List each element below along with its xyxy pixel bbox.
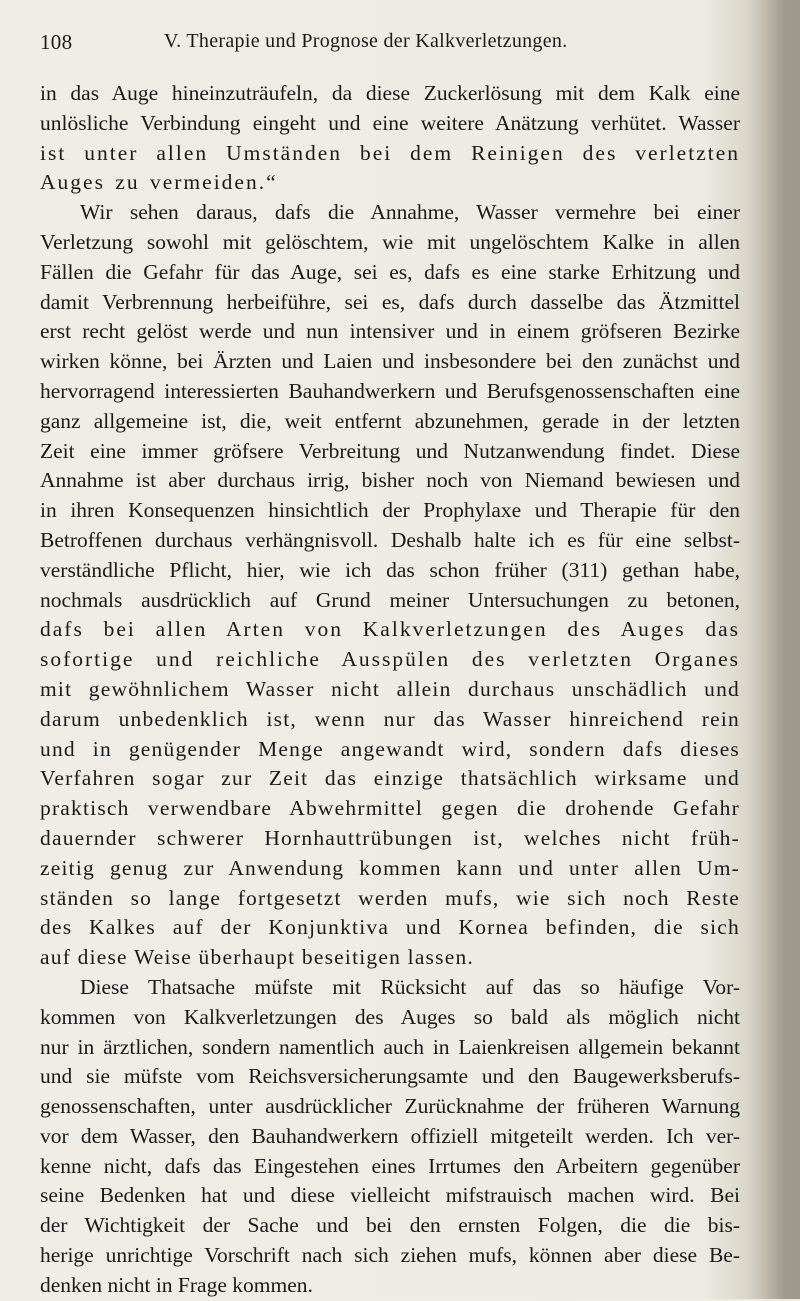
text-line: verständliche Pflicht, hier, wie ich das schon früher (311) gethan habe, <box>40 557 740 582</box>
text-line: ist unter allen Umständen bei dem Reinigen des verletzten <box>40 140 740 165</box>
text-line: denken nicht in Frage kommen. <box>40 1272 313 1297</box>
text-line: zeitig genug zur Anwendung kommen kann und unter allen Um- <box>40 855 740 880</box>
text-line: in das Auge hineinzuträufeln, da diese Zuckerlösung mit dem Kalk eine <box>40 81 740 105</box>
text-line: Auges zu vermeiden.“ <box>40 170 278 195</box>
text-line: seine Bedenken hat und diese vielleicht mifstrauisch machen wird. Bei <box>40 1183 740 1208</box>
text-line: herige unrichtige Vorschrift nach sich ziehen mufs, können aber diese Be- <box>40 1243 740 1268</box>
text-line: Fällen die Gefahr für das Auge, sei es, dafs es eine starke Erhitzung und <box>40 259 740 284</box>
body-text <box>40 79 740 1301</box>
text-line: damit Verbrennung herbeiführe, sei es, dafs durch dasselbe das Ätzmittel <box>40 289 740 314</box>
text-line: auf diese Weise überhaupt beseitigen lassen. <box>40 945 474 970</box>
text-line: vor dem Wasser, den Bauhandwerkern offiziell mitgeteilt werden. Ich ver- <box>40 1123 740 1148</box>
text-line: kommen von Kalkverletzungen des Auges so bald als möglich nicht <box>40 1004 740 1029</box>
text-line: erst recht gelöst werde und nun intensiver und in einem gröfseren Bezirke <box>40 319 740 344</box>
running-head <box>40 30 740 60</box>
text-line: sofortige und reichliche Ausspülen des verletzten Organes <box>40 647 740 672</box>
page-binding-shadow <box>748 0 800 1299</box>
text-line: kenne nicht, dafs das Eingestehen eines Irrtumes den Arbeitern gegenüber <box>40 1153 740 1178</box>
text-line: darum unbedenklich ist, wenn nur das Wasser hinreichend rein <box>40 706 740 731</box>
text-line: ständen so lange fortgesetzt werden mufs, wie sich noch Reste <box>40 885 740 910</box>
text-line: nur in ärztlichen, sondern namentlich auch in Laienkreisen allgemein bekannt <box>40 1034 740 1059</box>
chapter-title: V. Therapie und Prognose der Kalkverletzungen. <box>164 30 568 52</box>
text-line: wirken könne, bei Ärzten und Laien und insbesondere bei den zunächst und <box>40 349 740 374</box>
text-line: nochmals ausdrücklich auf Grund meiner Untersuchungen zu betonen, <box>40 587 740 612</box>
text-line: praktisch verwendbare Abwehrmittel gegen die drohende Gefahr <box>40 796 740 821</box>
text-line: genossenschaften, unter ausdrücklicher Zurücknahme der früheren Warnung <box>40 1094 740 1119</box>
page-number: 108 <box>40 30 73 54</box>
text-line: ganz allgemeine ist, die, weit entfernt abzunehmen, gerade in der letzten <box>40 408 740 433</box>
text-line: mit gewöhnlichem Wasser nicht allein durchaus unschädlich und <box>40 676 740 701</box>
text-line: Betroffenen durchaus verhängnisvoll. Deshalb halte ich es für eine selbst- <box>40 527 740 552</box>
text-line: hervorragend interessierten Bauhandwerkern und Berufsgenossenschaften eine <box>40 378 740 403</box>
text-line: in ihren Konsequenzen hinsichtlich der Prophylaxe und Therapie für den <box>40 498 740 523</box>
text-line: Zeit eine immer gröfsere Verbreitung und Nutzanwendung findet. Diese <box>40 438 740 463</box>
text-line: Annahme ist aber durchaus irrig, bisher noch von Niemand bewiesen und <box>40 468 740 493</box>
text-line: dauernder schwerer Hornhauttrübungen ist, welches nicht früh- <box>40 825 740 850</box>
text-line: Wir sehen daraus, dafs die Annahme, Wasser vermehre bei einer <box>80 200 740 225</box>
text-line: und in genügender Menge angewandt wird, sondern dafs dieses <box>40 736 740 761</box>
text-line: Diese Thatsache müfste mit Rücksicht auf das so häufige Vor- <box>80 974 740 999</box>
text-line: der Wichtigkeit der Sache und bei den ernsten Folgen, die die bis- <box>40 1213 740 1238</box>
text-line: Verletzung sowohl mit gelöschtem, wie mit ungelöschtem Kalke in allen <box>40 229 740 254</box>
text-line: Verfahren sogar zur Zeit das einzige thatsächlich wirksame und <box>40 766 740 791</box>
text-line: unlösliche Verbindung eingeht und eine weitere Anätzung verhütet. Wasser <box>40 110 740 135</box>
text-line: dafs bei allen Arten von Kalkverletzungen des Auges das <box>40 617 740 642</box>
text-line: und sie müfste vom Reichsversicherungsamte und den Baugewerksberufs- <box>40 1064 740 1089</box>
text-line: des Kalkes auf der Konjunktiva und Kornea befinden, die sich <box>40 915 740 940</box>
